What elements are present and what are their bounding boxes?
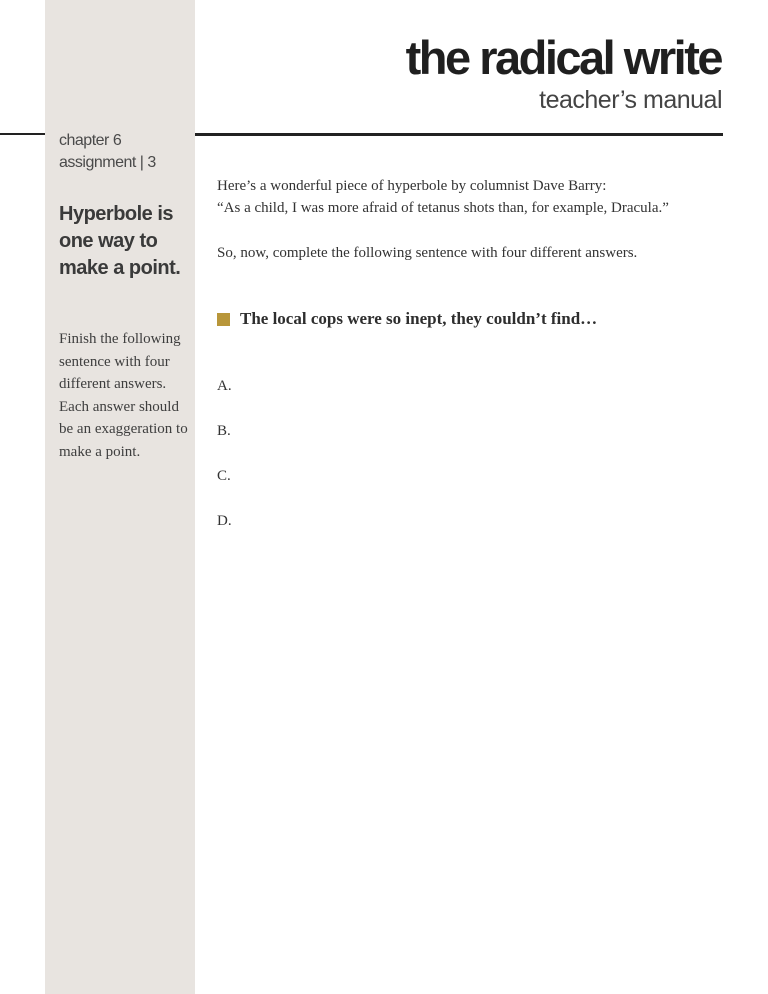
answer-label-a: A. <box>217 378 232 394</box>
brand-subtitle: teacher’s manual <box>539 86 722 114</box>
assignment-number: assignment | 3 <box>59 154 156 171</box>
intro-paragraph <box>217 175 737 219</box>
question-item <box>217 309 737 329</box>
chapter-number: chapter 6 <box>59 132 122 149</box>
brand-title: the radical write <box>405 31 721 84</box>
sidebar-heading: Hyperbole is one way to make a point. <box>59 203 181 279</box>
chapter-label <box>59 130 189 174</box>
answer-list <box>217 375 737 555</box>
quote-line: “As a child, I was more afraid of tetanus shots than, for example, Dracula.” <box>217 200 669 216</box>
question-text: The local cops were so inept, they couldn’t find… <box>240 309 598 328</box>
intro-line: Here’s a wonderful piece of hyperbole by columnist Dave Barry: <box>217 178 607 194</box>
answer-label-d: D. <box>217 513 232 529</box>
header-rule <box>195 133 723 136</box>
prompt-text: So, now, complete the following sentence with four different answers. <box>217 245 638 261</box>
main-content <box>217 175 737 555</box>
header-rule-left <box>0 133 45 135</box>
square-bullet-icon <box>217 313 230 326</box>
sidebar-instructions: Finish the following sentence with four different answers. Each answer should be an exaggeration to make a point. <box>59 331 188 460</box>
answer-label-b: B. <box>217 423 231 439</box>
answer-label-c: C. <box>217 468 231 484</box>
